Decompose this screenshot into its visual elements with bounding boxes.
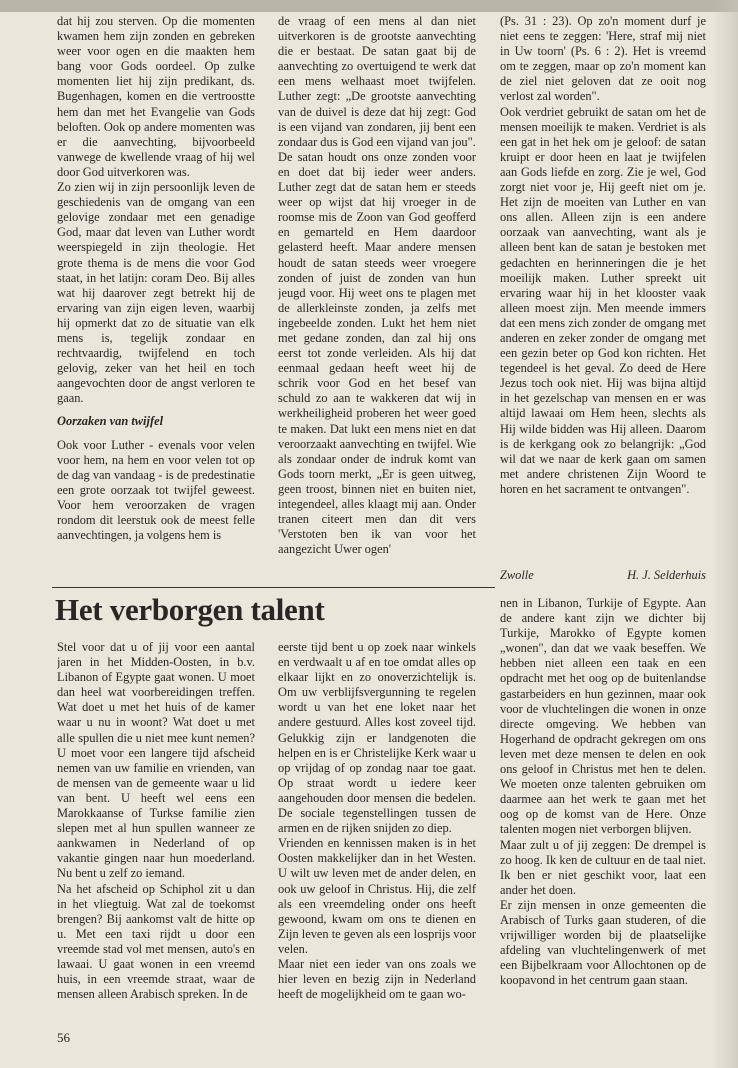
section-divider — [52, 587, 495, 588]
article2-column-3 — [500, 596, 706, 1020]
article-title: Het verborgen talent — [55, 592, 325, 627]
subheading: Oorzaken van twijfel — [57, 414, 164, 429]
scan-edge-shadow — [712, 0, 738, 1068]
paragraph: Zo zien wij in zijn persoonlijk leven de geschiedenis van de omgang van een gelovige zondaar met een genadige God, maar dat leven van Luther wordt weerspiegeld in zijn theologie. Het grote thema is de mens die voor God staat, in het latijn: coram Deo. Bij alles wat hij daarover zegt betrekt hij de ervaring van zijn eigen leven, waarbij hij opmerkt dat zo de situatie van elk mens is, tegelijk zondaar en rechtvaardig, twijfelend en toch gelovig, zeker van het heil en toch aangevochten door de angst verloren te gaan. — [57, 180, 255, 406]
paragraph: Maar zult u of jij zeggen: De drempel is zo hoog. Ik ken de cultuur en de taal niet. Ik ben er niet geschikt voor, laat een ander het doen. — [500, 837, 706, 897]
signature-author: H. J. Selderhuis — [627, 568, 706, 582]
article2-column-1 — [57, 640, 255, 1020]
paragraph: Na het afscheid op Schiphol zit u dan in het vliegtuig. Wat zal de toekomst brengen? Bij aankomst valt de hitte op u. Met een taxi rijdt u door een vreemde stad vol met mensen, auto's en lawaai. U gaat wonen in een vreemd huis, in een vreemde straat, waar de mensen alleen Arabisch spreken. In de — [57, 881, 255, 1002]
paragraph: (Ps. 31 : 23). Op zo'n moment durf je niet eens te zeggen: 'Here, straf mij niet in Uw toorn' (Ps. 6 : 2). Het is vreemd om te zeggen, maar op zo'n moment kan de ziel niet geloven dat ze ooit nog verlost zal worden". — [500, 14, 706, 104]
signature-place: Zwolle — [500, 568, 534, 582]
article1-column-1 — [57, 14, 255, 586]
paragraph: Ook voor Luther - evenals voor velen voor hem, na hem en voor velen tot op de dag van vandaag - is de predestinatie een grote oorzaak tot twijfel geweest. Voor hem veroorzaken de vragen rondom dit leerstuk ook de meest felle aanvechtingen, ja volgens hem is — [57, 437, 255, 543]
paragraph: eerste tijd bent u op zoek naar winkels en verdwaalt u af en toe omdat alles op elkaar lijkt en zo onoverzichtelijk is. Om uw verblijfsvergunning te regelen wordt u van het ene loket naar het andere gestuurd. Alles kost zoveel tijd. Gelukkig zijn er landgenoten die helpen en is er Christelijke Kerk waar u op vrijdag of op zondag naar toe gaat. Op straat wordt u iedere keer aangehouden door mensen die bedelen. De sociale tegenstellingen tussen de armen en de rijken snijden zo diep. — [278, 640, 476, 836]
article2-column-2 — [278, 640, 476, 1020]
article1-column-3 — [500, 14, 706, 564]
paragraph: nen in Libanon, Turkije of Egypte. Aan de andere kant zijn we dichter bij Turkije, Marokko of Egypte komen „wonen", dan dat we vaak beseffen. We hebben niet alleen een taak en een opdracht met het oog op de buitenlandse gastarbeiders en hun gezinnen, maar ook voor de vluchtelingen die wonen in onze directe omgeving. We hebben van Hogerhand de opdracht gekregen om ons leven met deze mensen te delen en ook ons geloof in Christus met hen te delen. We moeten onze talenten gebruiken om daarmee aan het werk te gaan met het oog op de komst van de Here. Onze talenten mogen niet verborgen blijven. — [500, 596, 706, 837]
paragraph: dat hij zou sterven. Op die momenten kwamen hem zijn zonden en gebreken weer voor ogen en die maakten hem bang voor Gods oordeel. Op zulke momenten liet hij zijn predikant, ds. Bugenhagen, komen en die vertroostte hem dan met het Evangelie van Gods beloften. Ook op andere momenten was er die aanvechting, bijvoorbeeld vanwege de kwellende vraag of hij wel door God uitverkoren was. — [57, 14, 255, 179]
paragraph: Maar niet een ieder van ons zoals we hier leven en bezig zijn in Nederland heeft de mogelijkheid om te gaan wo- — [278, 956, 476, 1002]
scan-top-edge — [0, 0, 738, 12]
paragraph: Ook verdriet gebruikt de satan om het de mensen moeilijk te maken. Verdriet is als een gat in het hek om je geloof: de satan kruipt er door heen en laat je twijfelen aan Gods liefde en zorg. Zie je wel, God zorgt niet voor je, Hij geeft niet om je. Het zijn de moeiten van Luther en van ons allen. Alleen zijn is een andere oorzaak van aanvechting, want als je alleen bent kan de satan je bestoken met gedachten en herinneringen die je het moeilijk maken. Luther spreekt uit ervaring waar hij in het klooster vaak alleen moest zijn. Men meende immers dat een mens zich zonder de omgang met anderen en zeker zonder de omgang met een gezin beter op God kon richten. Het tegendeel is het geval. Zo deed de Here Jezus toch ook niet. Hij was bijna altijd in het gezelschap van mensen en er was altijd lawaai om Hem heen, slechts als Hij wilde bidden was Hij alleen. Daarom is de kerkgang ook zo belangrijk: „God wil dat we naar de kerk gaan om samen met andere christenen Zijn Woord te horen en het sacrament te ontvangen". — [500, 104, 706, 496]
page-number: 56 — [57, 1030, 70, 1045]
paragraph: Vrienden en kennissen maken is in het Oosten makkelijker dan in het Westen. U wilt uw leven met de ander delen, en ook uw geloof in Christus. Hij, die zelf als een vreemdeling onder ons heeft gewoond, kwam om ons te dienen en Zijn leven te geven als een losprijs voor velen. — [278, 836, 476, 956]
paragraph: Stel voor dat u of jij voor een aantal jaren in het Midden-Oosten, in b.v. Libanon of Egypte gaat wonen. U moet dan heel wat voorbereidingen treffen. Wat doet u met het huis of de kamer waar u nu in woont? Wat doet u met alle spullen die u niet mee kunt nemen? U moet voor een langere tijd afscheid nemen van uw familie en vrienden, van de mensen van de gemeente waar u lid van bent. U heeft wel eens een Marokkaanse of Turkse familie zien slepen met al hun spullen wanneer ze aankwamen in Nederland of op vakantie gingen naar hun moederland. Nu bent u zelf zo iemand. — [57, 640, 255, 881]
paragraph: de vraag of een mens al dan niet uitverkoren is de grootste aanvechting die er bestaat. De satan gaat bij de aanvechting zo overtuigend te werk dat een mens welhaast moet twijfelen. Luther zegt: „De grootste aanvechting van de duivel is deze dat hij zegt: God is een vijand van zondaren, jij bent een zondaar dus is God een vijand van jou". — [278, 14, 476, 149]
paragraph: Er zijn mensen in onze gemeenten die Arabisch of Turks gaan studeren, of die vrijwilliger worden bij de plaatselijke afdeling van vluchtelingenwerk of met een Bijbelkraam voor Allochtonen op de koopavond in het centrum gaan staan. — [500, 897, 706, 988]
paragraph: De satan houdt ons onze zonden voor en doet dat bij ieder weer anders. Luther zegt dat de satan hem er steeds weer op wijst dat hij vroeger in de roomse mis de Zoon van God geofferd en gemarteld en Hem daardoor gelasterd heeft. Maar andere mensen houdt de satan steeds weer vroegere zonden of juist de zonden van hun jeugd voor. Hij weet ons te plagen met de allerkleinste zonden, ja zelfs met ingebeelde zonden. Lukt het hem niet met gedane zonden, dan zal hij ons eerst tot zonde verleiden. Als hij dat eenmaal gedaan heeft weet hij de schrik voor God en het besef van schuld zo aan te wakkeren dat wij in werkheiligheid proberen het weer goed te maken. Dat lukt een mens niet en dat veroorzaakt aanvechting en twijfel. Wie als zondaar onder de indruk komt van Gods toorn merkt, „Er is geen uitweg, geen troost, binnen niet en buiten niet, integendeel, alles klaagt mij aan. Onder tranen citeert men dan dit vers 'Verstoten ben ik van voor het aangezicht Uwer ogen' — [278, 149, 476, 557]
article1-column-2 — [278, 14, 476, 586]
